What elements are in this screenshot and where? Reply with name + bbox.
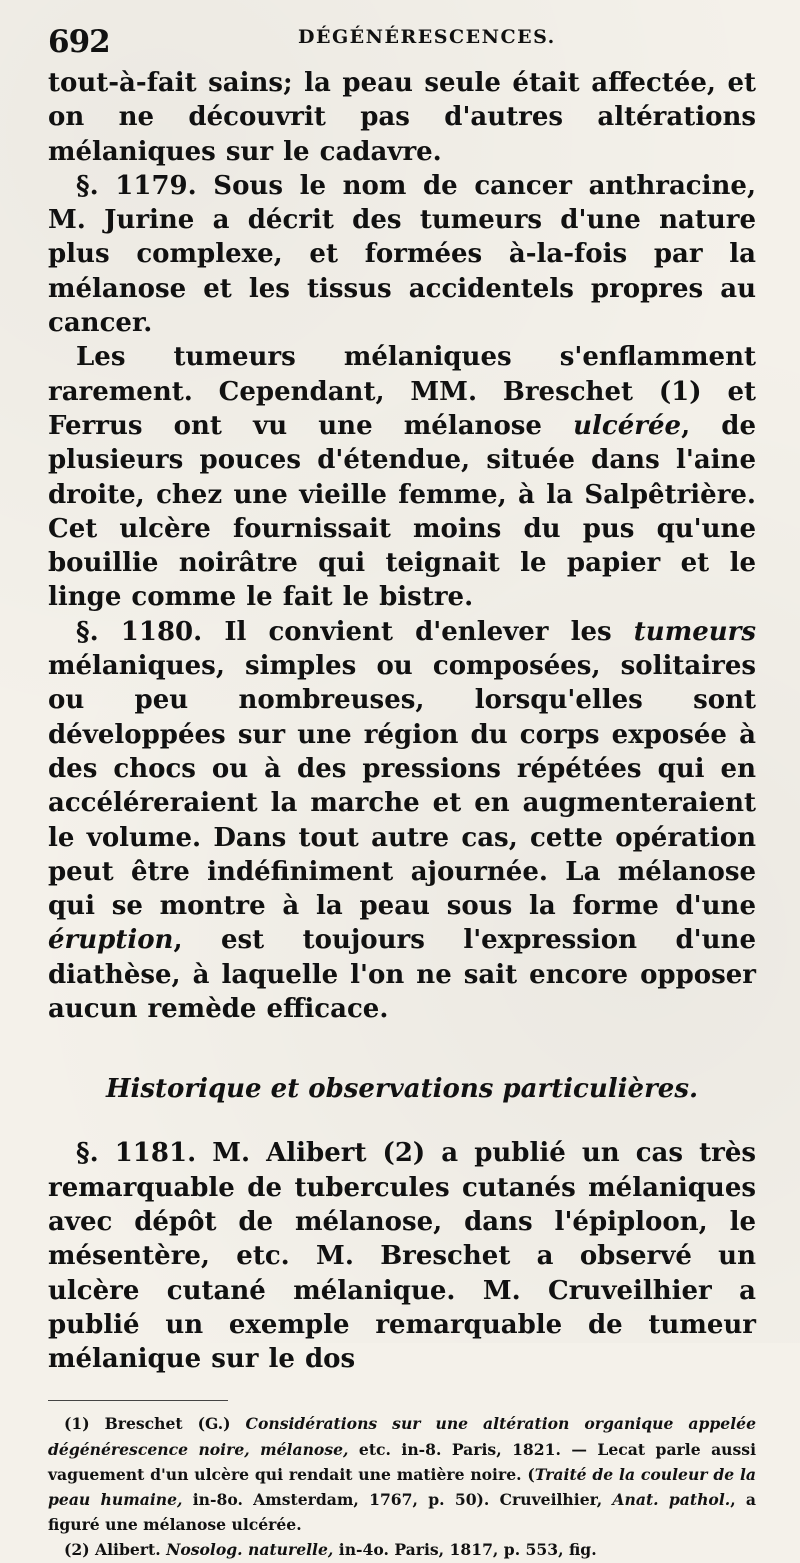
text-run: Les tumeurs mélaniques s'enflamment rarement. Cependant, MM. Breschet (1) et Ferrus ont vu une mélanose <box>48 342 756 441</box>
text-run: (1) Breschet (G.) <box>64 1414 246 1434</box>
running-head: DÉGÉNÉRESCENCES. <box>298 26 556 48</box>
text-run: , de plusieurs pouces d'étendue, située dans l'aine droite, chez une vieille femme, à la Salpêtrière. Cet ulcère fournissait moins du pus qu'une bouillie noirâtre qui teignait le papier et le linge comme le fait le bistre. <box>48 410 756 613</box>
italic-text: Considérations sur une altération organique appelée dégénérescence noire, mélanose, <box>48 1414 756 1459</box>
italic-text: ulcérée <box>573 410 682 441</box>
italic-text: Anat. pathol. <box>612 1490 731 1509</box>
footnote-rule <box>48 1400 228 1401</box>
italic-text: tumeurs <box>633 616 756 647</box>
page-number: 692 <box>48 24 110 60</box>
text-run: etc. in-8. Paris, 1821. — Lecat parle aussi vaguement d'un ulcère qui rendait une matière noire. ( <box>48 1439 756 1484</box>
paragraph-tumeurs-melaniques <box>48 340 756 614</box>
text-run: §. 1180. Il convient d'enlever les <box>76 616 634 647</box>
text-run: (2) Alibert. <box>64 1540 167 1560</box>
paragraph-1180 <box>48 615 756 1027</box>
text-run: , a figuré une mélanose ulcérée. <box>48 1490 757 1535</box>
italic-text: Nosolog. naturelle, <box>166 1540 334 1560</box>
text-run: in-8o. Amsterdam, 1767, p. 50). Cruveilhier, <box>182 1490 613 1509</box>
main-text <box>48 66 756 1026</box>
text-run: , est toujours l'expression d'une diathèse, à laquelle l'on ne sait encore opposer aucun remède efficace. <box>48 925 756 1025</box>
footnotes <box>48 1411 756 1562</box>
paragraph-1181: §. 1181. M. Alibert (2) a publié un cas très remarquable de tubercules cutanés mélaniques avec dépôt de mélanose, dans l'épiploon, le mésentère, etc. M. Breschet a observé un ulcère cutané mélanique. M. Cruveilhier a publié un exemple remarquable de tumeur mélanique sur le dos <box>48 1138 756 1375</box>
italic-text: Traité de la couleur de la peau humaine, <box>48 1464 756 1509</box>
main-text-2 <box>48 1136 756 1376</box>
text-run: mélaniques, simples ou composées, solitaires ou peu nombreuses, lorsqu'elles sont développées sur une région du corps exposée à des chocs ou à des pressions répétées qui en accéléreraient la marche et en augmenteraient le volume. Dans tout autre cas, cette opération peut être indéfiniment ajournée. La mélanose qui se montre à la peau sous la forme d'une <box>48 651 756 922</box>
paragraph-1179: §. 1179. Sous le nom de cancer anthracine, M. Jurine a décrit des tumeurs d'une nature plus complexe, et formées à-la-fois par la mélanose et les tissus accidentels propres au cancer. <box>48 170 756 339</box>
page-header <box>48 18 756 66</box>
text-run: in-4o. Paris, 1817, p. 553, fig. <box>333 1540 597 1560</box>
section-heading: Historique et observations particulières. <box>105 1074 699 1105</box>
italic-text: éruption <box>48 925 174 956</box>
footnote-1 <box>48 1411 756 1537</box>
paragraph-continuation: tout-à-fait sains; la peau seule était affectée, et on ne découvrit pas d'autres altérations mélaniques sur le cadavre. <box>48 68 756 167</box>
footnote-2 <box>48 1537 756 1562</box>
